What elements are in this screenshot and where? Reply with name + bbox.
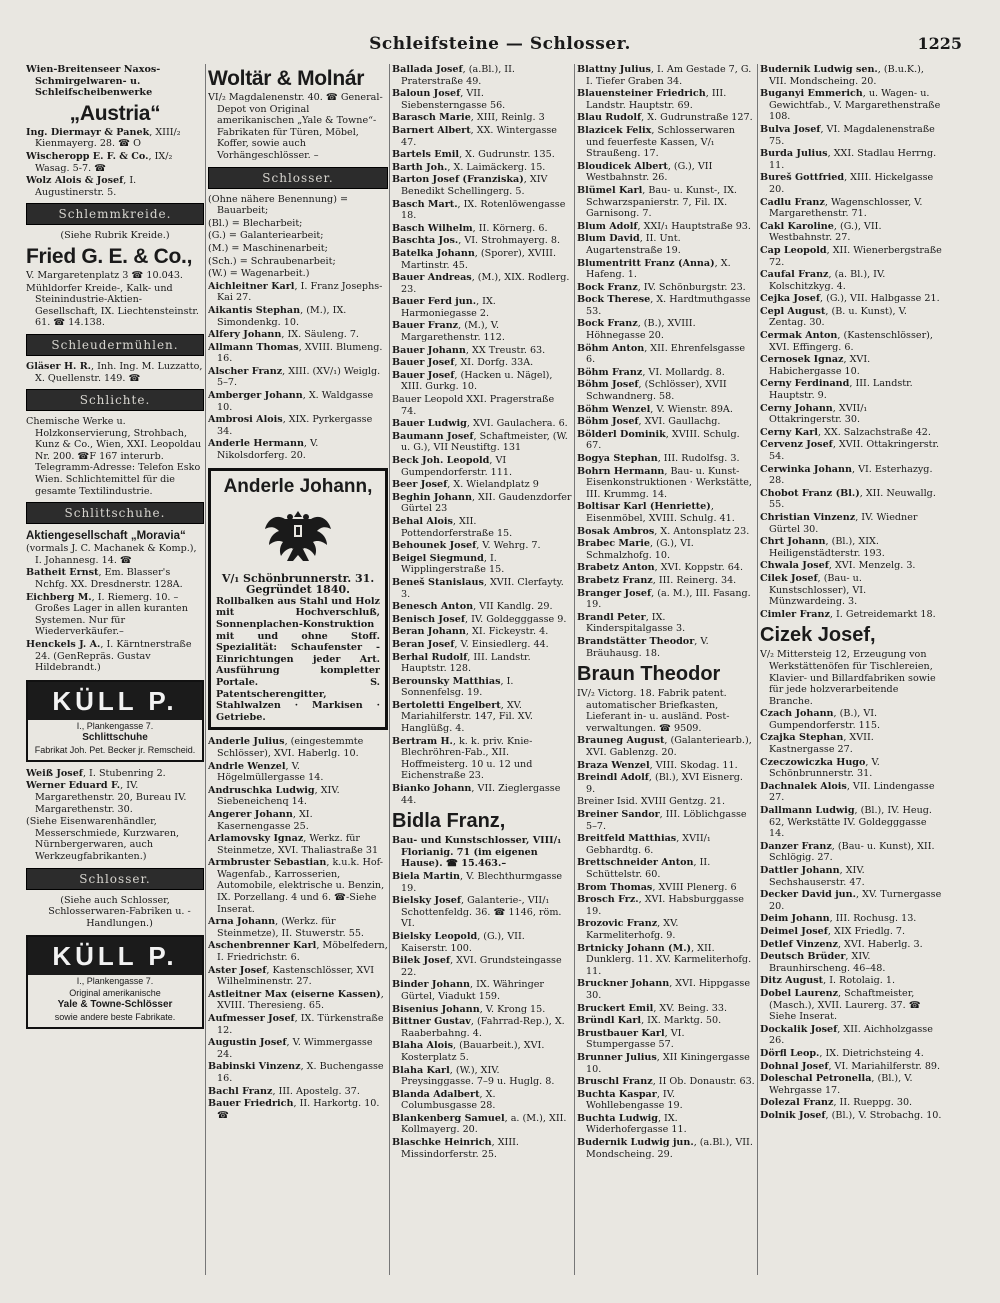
directory-entry: Augustin Josef, V. Wimmergasse 24. (208, 1037, 373, 1060)
directory-entry: Cepl August, (B. u. Kunst), V. Zentag. 30. (760, 305, 907, 329)
kull-logo: KÜLL P. (28, 937, 202, 975)
directory-entry: Aufmesser Josef, IX. Türkenstraße 12. (208, 1013, 384, 1036)
directory-entry: Deutsch Brüder, XIV. Braunhirscheng. 46–48. (760, 951, 886, 974)
directory-entry: Buchta Ludwig, IX. Widerhofergasse 11. (577, 1112, 687, 1136)
directory-entry: Blum Adolf, XXI/₁ Hauptstraße 93. (577, 220, 751, 232)
directory-entry: Czajka Stephan, XVII. Kastnergasse 27. (760, 732, 874, 756)
directory-entry: Wien-Breitenseer Naxos-Schmirgelwaren- u. Schleifscheibenwerke (26, 64, 161, 99)
column-2 (208, 64, 388, 1275)
directory-entry: Deimel Josef, XIX Friedlg. 7. (760, 925, 906, 937)
column-1 (26, 64, 204, 1275)
directory-entry: Böhm Anton, XII. Ehrenfelsgasse 6. (577, 342, 746, 366)
directory-entry: Basch Mart., IX. Rotenlöwengasse 18. (392, 198, 566, 222)
entry-list (208, 92, 388, 162)
directory-entry: Bruckner Johann, XVI. Hippgasse 30. (577, 978, 751, 1001)
directory-entry: Angerer Johann, XI. Kasernengasse 25. (208, 808, 313, 832)
directory-entry: Cerny Ferdinand, III. Landstr. Hauptstr. 9. (760, 378, 913, 402)
directory-entry: Bauer Josef, (Hacken u. Nägel), XIII. Gurkg. 10. (392, 369, 553, 393)
directory-entry: Gläser H. R., Inh. Ing. M. Luzzatto, X. Quellenstr. 149. ☎ (26, 360, 203, 384)
directory-entry: Bauer Johann, XX Treustr. 63. (392, 344, 546, 356)
directory-entry: Alscher Franz, XIII. (XV/₁) Weiglg. 5–7. (208, 365, 381, 389)
braun-heading: Braun Theodor (577, 663, 721, 686)
directory-entry: Aikantis Stephan, (M.), IX. Simondenkg. 10. (208, 304, 347, 328)
ad-line: I., Plankengasse 7. (76, 720, 154, 731)
directory-entry: Czach Johann, (B.), VI. Gumpendorferstr. 115. (760, 708, 881, 731)
directory-entry: Biela Martin, V. Blechthurmgasse 19. (392, 871, 563, 894)
entry-list (26, 270, 204, 329)
entry-list (26, 416, 204, 497)
directory-entry: Branger Josef, (a. M.), III. Fasang. 19. (577, 587, 751, 611)
anderle-founded: Gegründet 1840. (246, 583, 350, 597)
directory-entry: Dolezal Franz, II. Rueppg. 30. (760, 1097, 913, 1109)
directory-entry: Bauer Friedrich, II. Harkortg. 10. ☎ (208, 1098, 380, 1121)
directory-entry: (vormals J. C. Machanek & Komp.), I. Johannesg. 14. ☎ (26, 543, 197, 566)
directory-entry: Astleitner Max (eiserne Kassen), XVIII. Theresieng. 65. (208, 988, 384, 1012)
ad-line: Yale & Towne-Schlösser (57, 999, 173, 1011)
directory-entry: Cimler Franz, I. Getreidemarkt 18. (760, 608, 936, 620)
directory-entry: Bartels Emil, X. Gudrunstr. 135. (392, 149, 555, 161)
directory-entry: Aster Josef, Kastenschlösser, XVI Wilhelminenstr. 27. (208, 964, 375, 988)
directory-entry: (Siehe auch Schlosser, Schlosserwaren-Fabriken u. -Handlungen.) (48, 894, 191, 929)
directory-entry: Dachnalek Alois, VII. Lindengasse 27. (760, 780, 935, 804)
directory-entry: Dolnik Josef, (Bl.), V. Strobachg. 10. (760, 1109, 942, 1121)
directory-entry: Bauer Franz, (M.), V. Margarethenstr. 112. (392, 320, 505, 344)
directory-entry: Deim Johann, III. Rochusg. 13. (760, 913, 917, 925)
directory-entry: Cernosek Ignaz, XVI. Habichergasse 10. (760, 354, 871, 377)
directory-entry: Blankenberg Samuel, a. (M.), XII. Kollmayerg. 20. (392, 1112, 567, 1136)
directory-entry: Bölderl Dominik, XVIII. Schulg. 67. (577, 428, 740, 452)
section-heading-schlosser: Schlosser. (208, 167, 388, 189)
directory-entry: Batelka Johann, (Sporer), XVIII. Martinstr. 45. (392, 247, 556, 271)
directory-entry: Basch Wilhelm, II. Körnerg. 6. (392, 222, 548, 234)
section-heading-schlemmkreide: Schlemmkreide. (26, 203, 204, 225)
directory-entry: Wolz Alois & Josef, I. Augustinerstr. 5. (26, 175, 137, 198)
directory-entry: Blazicek Felix, Schlosserwaren und feuerfeste Kassen, V/₁ Straußeng. 17. (577, 124, 735, 160)
directory-entry: Binder Johann, IX. Währinger Gürtel, Viadukt 159. (392, 979, 544, 1002)
column-rule (389, 64, 390, 1275)
directory-entry: Bielsky Leopold, (G.), VII. Kaiserstr. 100. (392, 930, 525, 954)
directory-entry: Benisch Josef, IV. Goldegggasse 9. (392, 613, 567, 625)
directory-entry: Detlef Vinzenz, XVI. Haberlg. 3. (760, 938, 923, 950)
directory-entry: Chemische Werke u. Holzkonservierung, Strohbach, Kunz & Co., Wien, XXI. Leopoldau Nr. 200. ☎F 167 interurb. Telegramm-Adresse: Telefon Esko Wien. Schlichtemittel für die gesamte Textilindustrie. (26, 416, 202, 497)
directory-entry: Chwala Josef, XVI. Menzelg. 3. (760, 560, 916, 572)
directory-entry: Berhal Rudolf, III. Landstr. Hauptstr. 128. (392, 651, 531, 675)
entry-list (392, 64, 572, 806)
directory-entry: Breitfeld Matthias, XVII/₁ Gebhardtg. 6. (577, 833, 711, 856)
page-number: 1225 (917, 34, 962, 53)
directory-entry: (Siehe Eisenwarenhändler, Messerschmiede, Kurzwaren, Nürnbergerwaren, auch Werkzeugfabrikanten.) (26, 816, 180, 862)
directory-entry: Bock Franz, (B.), XVIII. Höhnegasse 20. (577, 318, 696, 342)
directory-entry: Henckels J. A., I. Kärntnerstraße 24. (GenRepräs. Gustav Hildebrandt.) (26, 639, 192, 674)
directory-entry: Bulva Josef, VI. Magdalenenstraße 75. (760, 123, 935, 147)
directory-entry: Chrt Johann, (Bl.), XIX. Heiligenstädterstr. 193. (760, 536, 885, 559)
directory-entry: Cerny Karl, XX. Salzachstraße 42. (760, 426, 931, 438)
entry-list (577, 64, 755, 659)
directory-entry: Böhm Josef, XVI. Gaullachg. (577, 416, 721, 428)
directory-entry: Christian Vinzenz, IV. Wiedner Gürtel 30. (760, 511, 918, 535)
directory-entry: Barth Joh., X. Laimäckerg. 15. (392, 161, 546, 173)
column-3 (392, 64, 572, 1275)
entry-list (26, 64, 204, 99)
entry-list (208, 736, 388, 1121)
directory-entry: Blanda Adalbert, X. Columbusgasse 28. (392, 1088, 496, 1112)
directory-entry: Cervenz Josef, XVII. Ottakringerstr. 54. (760, 439, 940, 462)
directory-entry: Alfery Johann, IX. Säuleng. 7. (208, 329, 359, 341)
directory-entry: Brom Thomas, XVIII Plenerg. 6 (577, 881, 737, 893)
directory-entry: (M.) = Maschinenarbeit; (208, 242, 328, 254)
entry-list (26, 895, 204, 930)
entry-list (760, 708, 942, 1121)
anderle-advertisement (208, 468, 388, 731)
directory-entry: Aichleitner Karl, I. Franz Josephs-Kai 27. (208, 280, 383, 304)
directory-entry: Dattler Johann, XIV. Sechshauserstr. 47. (760, 865, 865, 888)
directory-entry: Boltisar Karl (Henriette), Eisenmöbel, XVIII. Schulg. 41. (577, 501, 735, 524)
directory-entry: Brabetz Franz, III. Reinerg. 34. (577, 574, 737, 586)
directory-entry: Blaha Karl, (W.), XIV. Preysinggasse. 7–9 u. Huglg. 8. (392, 1064, 555, 1088)
section-heading-schlittschuhe: Schlittschuhe. (26, 502, 204, 524)
directory-entry: Dallmann Ludwig, (Bl.), IV. Heug. 62, Werkstätte IV. Goldegggasse 14. (760, 805, 932, 840)
directory-entry: Dobel Laurenz, Schaftmeister, (Masch.), XVII. Laurerg. 37. ☎ Siehe Inserat. (760, 987, 921, 1023)
directory-entry: Doleschal Petronella, (Bl.), V. Wehrgasse 17. (760, 1073, 913, 1096)
directory-entry: Ing. Diermayr & Panek, XIII/₂ Kienmayerg. 28. ☎ O (26, 126, 181, 150)
directory-entry: Beran Johann, XI. Fickeystr. 4. (392, 626, 549, 638)
directory-entry: Baumann Josef, Schaftmeister, (W. u. G.), VII Neustiftg. 131 (392, 430, 568, 454)
directory-entry: Blümel Karl, Bau- u. Kunst-, IX. Schwarzspanierstr. 7, Fil. IX. Garnisong. 7. (577, 184, 737, 220)
entry-list (26, 543, 204, 674)
directory-entry: Böhm Franz, VI. Mollardg. 8. (577, 366, 725, 378)
column-4 (577, 64, 755, 1275)
directory-entry: Blau Rudolf, X. Gudrunstraße 127. (577, 112, 753, 124)
directory-entry: Dockalik Josef, XII. Aichholzgasse 26. (760, 1023, 933, 1047)
directory-entry: Breiner Isid. XVIII Gentzg. 21. (577, 796, 726, 808)
directory-entry: Arlamovsky Ignaz, Werkz. für Steinmetze, XVI. Thaliastraße 31 (208, 833, 379, 856)
bidla-heading: Bidla Franz, (392, 810, 506, 833)
entry-list (208, 281, 388, 462)
directory-entry: Blaschke Heinrich, XIII. Missindorferstr. 25. (392, 1137, 519, 1160)
entry-list (26, 361, 204, 384)
directory-entry: Bohrn Hermann, Bau- u. Kunst-Eisenkonstruktionen · Werkstätte, III. Krummg. 14. (577, 465, 752, 500)
directory-entry: Bielsky Josef, Galanterie-, VII/₁ Schottenfeldg. 36. ☎ 1146, röm. VI. (392, 895, 562, 930)
directory-entry: Cejka Josef, (G.), VII. Halbgasse 21. (760, 293, 940, 305)
directory-entry: Bertoletti Engelbert, XV. Mariahilferstr. 147, Fil. XV. Hanglüßg. 4. (392, 699, 533, 735)
directory-entry: Blattny Julius, I. Am Gestade 7, G. I. Tiefer Graben 34. (577, 64, 752, 87)
directory-entry: Beran Josef, V. Einsiedlerg. 44. (392, 638, 549, 650)
directory-entry: Behounek Josef, V. Wehrg. 7. (392, 540, 541, 552)
entry-list (26, 768, 204, 863)
directory-entry: Bau- und Kunstschlosser, VIII/₁ Florianig. 71 (im eigenen Hause). ☎ 15.463.– (392, 835, 562, 870)
directory-entry: Bloudicek Albert, (G.), VII Westbahnstr. 26. (577, 160, 713, 184)
kull-advertisement (26, 680, 204, 762)
woltar-heading: Woltär & Molnár (208, 67, 365, 90)
directory-entry: Böhm Josef, (Schlösser), XVII Schwandnerg. 58. (577, 379, 727, 403)
directory-entry: Blauensteiner Friedrich, III. Landstr. Hauptstr. 69. (577, 88, 727, 111)
directory-entry: (Siehe Rubrik Kreide.) (60, 230, 170, 242)
entry-list (760, 649, 942, 707)
directory-entry: Cakl Karoline, (G.), VII. Westbahnstr. 27. (760, 220, 882, 244)
cizek-heading: Cizek Josef, (760, 624, 876, 647)
directory-entry: Burda Julius, XXI. Stadlau Herrng. 11. (760, 148, 937, 171)
entry-list (26, 127, 204, 199)
directory-entry: Danzer Franz, (Bau- u. Kunst), XII. Schlögig. 27. (760, 840, 935, 864)
ad-line: Schlittschuhe (82, 731, 148, 743)
ad-line: Original amerikanische (69, 988, 161, 999)
directory-entry: Bisenius Johann, V. Krong 15. (392, 1003, 546, 1015)
directory-entry: Beigel Siegmund, I. Wipplingerstraße 15. (392, 552, 505, 576)
directory-entry: V. Margaretenplatz 3 ☎ 10.043. (26, 269, 183, 281)
column-5 (760, 64, 942, 1275)
directory-entry: Buganyi Emmerich, u. Wagen- u. Gewichtfab., V. Margarethenstraße 108. (760, 88, 941, 123)
directory-entry: Bauer Leopold XXI. Pragerstraße 74. (392, 394, 555, 417)
directory-entry: Bruckert Emil, XV. Being. 33. (577, 1002, 728, 1014)
directory-entry: Bertram H., k. k. priv. Knie-Blechröhren-Fab., XII. Hoffmeisterg. 10 u. 12 und Eichenstraße 23. (392, 735, 533, 782)
section-heading-schleudermuehlen: Schleudermühlen. (26, 334, 204, 356)
directory-entry: Werner Eduard F., IV. Margarethenstr. 20, Bureau IV. Margarethenstr. 30. (26, 780, 187, 815)
directory-entry: (Ohne nähere Benennung) = Bauarbeit; (208, 193, 349, 217)
directory-entry: Bogya Stephan, III. Rudolfsg. 3. (577, 453, 740, 464)
directory-entry: Breiner Sandor, III. Löblichgasse 5–7. (577, 809, 747, 832)
directory-entry: Barton Josef (Franziska), XIV Benedikt Schellingerg. 5. (392, 174, 548, 197)
moravia-heading: Aktiengesellschaft „Moravia“ (26, 530, 186, 543)
directory-entry: Anderle Hermann, V. Nikolsdorferg. 20. (208, 438, 319, 462)
fried-heading: Fried G. E. & Co., (26, 244, 193, 268)
directory-entry: Decker David jun., XV. Turnergasse 20. (760, 889, 942, 912)
directory-entry: Behal Alois, XII. Pottendorferstraße 15. (392, 515, 513, 539)
directory-entry: Bock Franz, IV. Schönburgstr. 23. (577, 281, 746, 293)
directory-entry: VI/₂ Magdalenenstr. 40. ☎ General-Depot von Original amerikanischen „Yale & Towne“-Fabrikaten für Türen, Möbel, Koffer, sowie auch Vorhängeschlösser. – (208, 92, 383, 161)
directory-entry: Cilek Josef, (Bau- u. Kunstschlosser), VI. Münzwardeing. 3. (760, 572, 867, 608)
directory-entry: Bauer Josef, XI. Dorfg. 33A. (392, 357, 534, 369)
directory-entry: Blaha Alois, (Bauarbeit.), XVI. Kosterplatz 5. (392, 1040, 545, 1063)
directory-entry: Bründl Karl, IX. Marktg. 50. (577, 1015, 722, 1027)
ad-line: I., Plankengasse 7. (76, 976, 154, 987)
directory-entry: Anderle Julius, (eingestemmte Schlösser), XVI. Haberlg. 10. (208, 736, 364, 759)
directory-entry: Brtnicky Johann (M.), XII. Dunklerg. 11. XV. Karmeliterhofg. 11. (577, 942, 752, 977)
directory-entry: Beck Joh. Leopold, VI Gumpendorferstr. 111. (392, 455, 513, 478)
directory-entry: Brandstätter Theodor, V. Bräuhausg. 18. (577, 635, 709, 659)
column-rule (574, 64, 575, 1275)
directory-entry: Ditz August, I. Rotolaig. 1. (760, 975, 895, 987)
directory-entry: Beneš Stanislaus, XVII. Clerfayty. 3. (392, 576, 564, 600)
ad-line: sowie andere beste Fabrikate. (54, 1012, 176, 1023)
directory-entry: Brozovic Franz, XV. Karmeliterhofg. 9. (577, 918, 679, 941)
directory-entry: Brettschneider Anton, II. Schüttelstr. 60. (577, 857, 711, 880)
directory-entry: (W.) = Wagenarbeit.) (208, 268, 310, 280)
directory-entry: Czeczowiczka Hugo, V. Schönbrunnerstr. 31. (760, 756, 880, 780)
directory-entry: Bauer Ludwig, XVI. Gaulachera. 6. (392, 418, 568, 430)
directory-entry: Beghin Johann, XII. Gaudenzdorfer Gürtel 23 (392, 491, 572, 515)
directory-entry: Böhm Wenzel, V. Wienstr. 89A. (577, 403, 733, 415)
directory-entry: Batheit Ernst, Em. Blasser's Nchfg. XX. Dresdnerstr. 128A. (26, 567, 183, 591)
kull-advertisement (26, 935, 204, 1029)
section-heading-schlichte: Schlichte. (26, 389, 204, 411)
directory-entry: Bianko Johann, VII. Zieglergasse 44. (392, 783, 561, 806)
directory-entry: Andrle Wenzel, V. Högelmüllergasse 14. (208, 760, 324, 784)
entry-list (392, 835, 572, 870)
directory-entry: (Bl.) = Blecharbeit; (208, 217, 303, 229)
entry-list (392, 871, 572, 1160)
entry-list (26, 230, 204, 242)
entry-list (760, 64, 942, 620)
directory-entry: Braza Wenzel, VIII. Skodag. 11. (577, 759, 738, 771)
directory-entry: Amberger Johann, X. Waldgasse 10. (208, 390, 374, 413)
column-rule (757, 64, 758, 1275)
directory-entry: Brabetz Anton, XVI. Koppstr. 64. (577, 562, 744, 574)
directory-entry: Blum David, II. Unt. Augartenstraße 19. (577, 233, 681, 256)
directory-entry: Buchta Kaspar, IV. Wohllebengasse 19. (577, 1088, 683, 1112)
directory-entry: Brandl Peter, IX. Kinderspitalgasse 3. (577, 611, 686, 635)
anderle-description: Rollbalken aus Stahl und Holz mit Hochverschluß, Sonnenplachen-Konstruktion mit und ohne Stoff. Spezialität: Schaufenster - Einrichtungen jeder Art. Ausführung kompletter Portale. S. Patentscherengitter, Stahlwalzen · Markisen · Getriebe. (216, 595, 380, 723)
directory-entry: Bachl Franz, III. Apostelg. 37. (208, 1085, 360, 1097)
directory-entry: Bittner Gustav, (Fahrrad-Rep.), X. Raaberbahng. 4. (392, 1016, 565, 1039)
running-header: Schleifsteine — Schlosser. (369, 34, 631, 54)
entry-list (577, 688, 755, 734)
directory-entry: Benesch Anton, VII Kandlg. 29. (392, 601, 553, 613)
directory-entry: Arna Johann, (Werkz. für Steinmetze), II. Stuwerstr. 55. (208, 916, 364, 939)
double-eagle-emblem (263, 503, 333, 569)
directory-entry: Caufal Franz, (a. Bl.), IV. Kolschitzkyg. 4. (760, 269, 886, 292)
directory-entry: Beer Josef, X. Wielandplatz 9 (392, 479, 539, 491)
directory-entry: Bauer Andreas, (M.), XIX. Rodlerg. 23. (392, 272, 570, 295)
directory-entry: Brunner Julius, XII Kiningergasse 10. (577, 1051, 750, 1075)
directory-entry: Chobot Franz (Bl.), XII. Neuwallg. 55. (760, 487, 936, 511)
directory-entry: Breindl Adolf, (Bl.), XVI Eisnerg. 9. (577, 772, 743, 795)
directory-entry: Brosch Frz., XVI. Habsburggasse 19. (577, 894, 744, 917)
directory-entry: Berounsky Matthias, I. Sonnenfelsg. 19. (392, 675, 514, 699)
directory-entry: Mühldorfer Kreide-, Kalk- und Steinindustrie-Aktien-Gesellschaft, IX. Liechtensteinstr. 61. ☎ 14.138. (26, 282, 199, 329)
directory-entry: Brauneg August, (Galanteriearb.), XVI. Gablenzg. 20. (577, 735, 752, 759)
directory-entry: Dohnal Josef, VI. Mariahilferstr. 89. (760, 1060, 941, 1072)
directory-entry: Bruschl Franz, II Ob. Donaustr. 63. (577, 1076, 755, 1088)
directory-entry: V/₂ Mittersteig 12, Erzeugung von Werkstättenöfen für Tischlereien, Klavier- und Billardfabriken sowie für jede holzverarbeitende Branche. (760, 649, 936, 707)
directory-entry: Budernik Ludwig jun., (a.Bl.), VII. Mondscheing. 29. (577, 1137, 753, 1160)
directory-entry: Cerny Johann, XVII/₁ Ottakringerstr. 30. (760, 402, 868, 426)
directory-entry: Bilek Josef, XVI. Grundsteingasse 22. (392, 955, 562, 978)
directory-entry: Bosak Ambros, X. Antonsplatz 23. (577, 525, 750, 537)
directory-entry: Cadlu Franz, Wagenschlosser, V. Margarethenstr. 71. (760, 196, 923, 220)
directory-entry: Baloun Josef, VII. Siebensterngasse 56. (392, 88, 506, 111)
abbreviation-legend (208, 194, 388, 280)
directory-entry: Cap Leopold, XII. Wienerbergstraße 72. (760, 244, 942, 268)
anderle-address: V/₁ Schönbrunnerstr. 31. (221, 571, 375, 585)
directory-entry: Cerwinka Johann, VI. Esterhazyg. 28. (760, 463, 933, 487)
directory-entry: Dörfl Leop., IX. Dietrichsteing 4. (760, 1047, 924, 1059)
directory-entry: Ballada Josef, (a.Bl.), II. Praterstraße 49. (392, 64, 515, 87)
directory-entry: Ambrosi Alois, XIX. Pyrkergasse 34. (208, 414, 373, 437)
directory-entry: Brustbauer Karl, VI. Stumpergasse 57. (577, 1027, 685, 1051)
directory-entry: (Sch.) = Schraubenarbeit; (208, 255, 336, 267)
directory-entry: Cermak Anton, (Kastenschlösser), XVI. Effingerg. 6. (760, 330, 933, 353)
anderle-name: Anderle Johann, (223, 475, 373, 497)
directory-entry: Babinski Vinzenz, X. Buchengasse 16. (208, 1061, 384, 1084)
directory-entry: Bauer Ferd jun., IX. Harmoniegasse 2. (392, 296, 496, 319)
directory-entry: Baschta Jos., VI. Strohmayerg. 8. (392, 235, 560, 247)
entry-list (577, 735, 755, 1160)
directory-entry: Budernik Ludwig sen., (B.u.K.), VII. Mondscheing. 20. (760, 64, 924, 87)
directory-entry: Barnert Albert, XX. Wintergasse 47. (392, 124, 557, 148)
ad-line: Fabrikat Joh. Pet. Becker jr. Remscheid. (34, 744, 196, 755)
directory-entry: Barasch Marie, XIII, Reinlg. 3 (392, 112, 545, 124)
directory-entry: Allmann Thomas, XVIII. Blumeng. 16. (208, 341, 383, 365)
directory-entry: Eichberg M., I. Riemerg. 10. –Großes Lager in allen kuranten Systemen. Nur für Wiederverkäufer.– (26, 591, 188, 638)
directory-entry: Bock Therese, X. Hardtmuthgasse 53. (577, 294, 751, 317)
kull-logo: KÜLL P. (28, 682, 202, 720)
directory-entry: Aschenbrenner Karl, Möbelfedern, I. Friedrichstr. 6. (208, 940, 388, 964)
austria-heading: „Austria“ (69, 101, 161, 125)
directory-entry: Brabec Marie, (G.), VI. Schmalzhofg. 10. (577, 538, 694, 561)
directory-entry: Bureš Gottfried, XIII. Hickelgasse 20. (760, 172, 934, 195)
directory-entry: Andruschka Ludwig, XIV. Siebeneichenq 14. (208, 784, 340, 808)
section-heading-schlosser: Schlosser. (26, 868, 204, 890)
directory-entry: (G.) = Galanteriearbeit; (208, 230, 324, 242)
column-rule (205, 64, 206, 1275)
directory-entry: Armbruster Sebastian, k.u.k. Hof-Wagenfab., Karrosserien, Automobile, elektrische u. Benzin, IX. Porzellang. 4 und 6. ☎-Siehe Inserat. (208, 857, 385, 915)
directory-entry: Blumentritt Franz (Anna), X. Hafeng. 1. (577, 257, 731, 281)
directory-entry: Wischeropp E. F. & Co., IX/₂ Wasag. 5-7. ☎ (26, 150, 173, 174)
directory-entry: Weiß Josef, I. Stubenring 2. (26, 767, 166, 779)
directory-entry: IV/₂ Victorg. 18. Fabrik patent. automatischer Briefkasten, Lieferant in- u. ausländ. Post-verwaltungen. ☎ 9509. (577, 688, 730, 734)
